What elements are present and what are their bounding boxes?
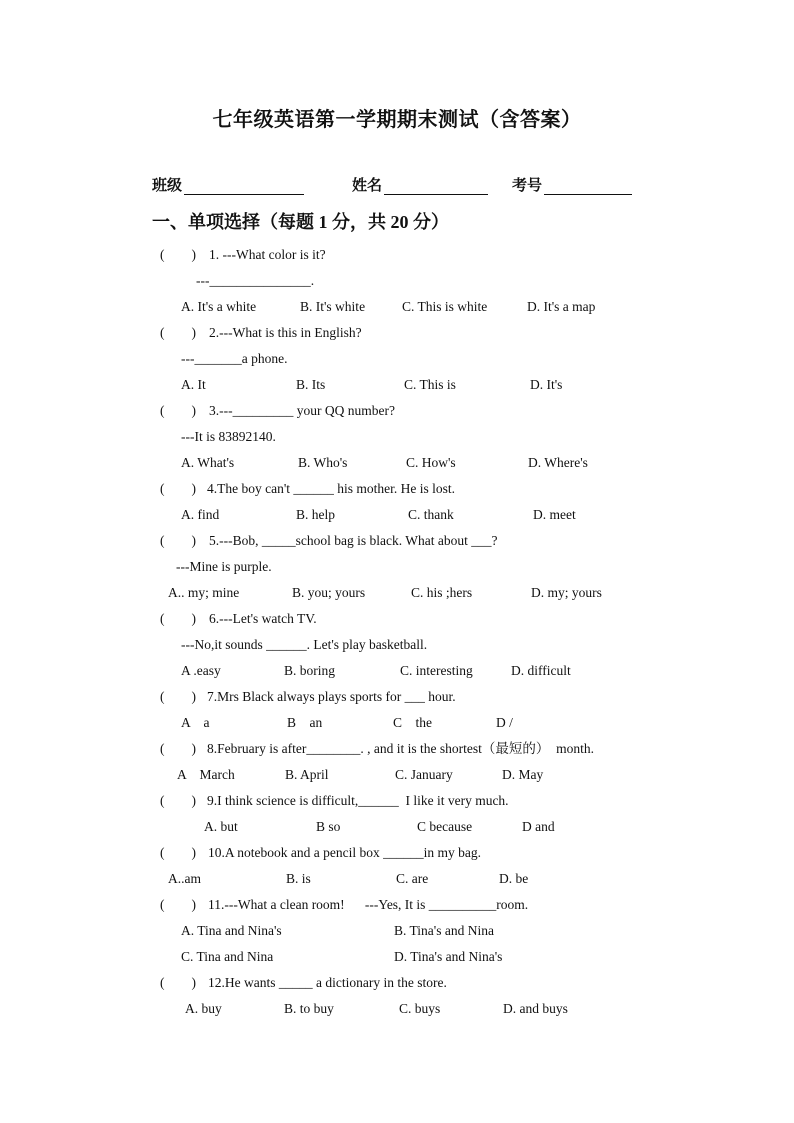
option: D. difficult (511, 663, 571, 678)
option: A. Tina and Nina's (181, 923, 282, 938)
answer-paren: ( ) (160, 689, 196, 704)
question-line: ---Mine is purple. (176, 559, 272, 574)
question-stem: 3.---_________ your QQ number? (209, 403, 395, 418)
question-stem: 7.Mrs Black always plays sports for ___ hour. (207, 689, 456, 704)
question-stem: 4.The boy can't ______ his mother. He is lost. (207, 481, 456, 496)
answer-paren: ( ) (160, 845, 196, 860)
option: A. buy (185, 1001, 222, 1016)
option: A .easy (181, 663, 221, 678)
option: C. buys (399, 1001, 441, 1016)
option: C. his ;hers (411, 585, 473, 600)
option: B. to buy (284, 1001, 334, 1016)
name-field (352, 174, 488, 195)
document-title: 七年级英语第一学期期末测试（含答案） (212, 109, 582, 131)
question-line: ---No,it sounds ______. Let's play basketball. (181, 637, 428, 652)
option: C. are (396, 871, 429, 886)
option: D. and buys (503, 1001, 568, 1016)
name-blank (384, 178, 488, 195)
option: A.. my; mine (168, 585, 240, 600)
name-label: 姓名 (352, 178, 383, 194)
number-label: 考号 (512, 178, 543, 194)
answer-paren: ( ) (160, 793, 196, 808)
question-stem: 5.---Bob, _____school bag is black. What about ___? (209, 533, 498, 548)
option: B an (287, 715, 323, 730)
option: A. but (204, 819, 238, 834)
question-stem: 2.---What is this in English? (209, 325, 362, 340)
question-stem: 10.A notebook and a pencil box ______in my bag. (208, 845, 481, 860)
section-heading: 一、单项选择（每题 1 分，共 20 分） (152, 212, 449, 232)
option: D. meet (533, 507, 576, 522)
class-blank (184, 178, 304, 195)
option: B. Who's (298, 455, 348, 470)
option: D. May (502, 767, 544, 782)
class-label: 班级 (152, 178, 183, 194)
option: A. It (181, 377, 206, 392)
option: D. Where's (528, 455, 588, 470)
answer-paren: ( ) (160, 611, 196, 626)
question-stem: 8.February is after________. , and it is the shortest（最短的） month. (207, 741, 594, 756)
option: D. Tina's and Nina's (394, 949, 503, 964)
question-line: ---It is 83892140. (181, 429, 276, 444)
option: B. help (296, 507, 335, 522)
option: A. What's (181, 455, 235, 470)
option: D. It's (530, 377, 563, 392)
option: B. is (286, 871, 311, 886)
number-blank (544, 178, 632, 195)
option: A. find (181, 507, 220, 522)
option: D. my; yours (531, 585, 602, 600)
answer-paren: ( ) (160, 481, 196, 496)
number-field (512, 174, 632, 195)
answer-paren: ( ) (160, 975, 196, 990)
option: D / (496, 715, 513, 730)
class-field (152, 174, 304, 195)
option: C because (417, 819, 473, 834)
option: D. It's a map (527, 299, 596, 314)
question-line: ---_______________. (196, 273, 315, 288)
option: D. be (499, 871, 529, 886)
option: B so (316, 819, 341, 834)
option: A March (177, 767, 235, 782)
answer-paren: ( ) (160, 403, 196, 418)
option: C the (393, 715, 432, 730)
option: A..am (168, 871, 201, 886)
question-stem: 9.I think science is difficult,______ I like it very much. (207, 793, 509, 808)
option: D and (522, 819, 555, 834)
option: A. It's a white (181, 299, 257, 314)
option: C. This is white (402, 299, 488, 314)
option: B. you; yours (292, 585, 366, 600)
option: B. It's white (300, 299, 366, 314)
option: C. This is (404, 377, 456, 392)
answer-paren: ( ) (160, 897, 196, 912)
answer-paren: ( ) (160, 325, 196, 340)
question-stem: 6.---Let's watch TV. (209, 611, 317, 626)
option: C. interesting (400, 663, 473, 678)
question-stem: 11.---What a clean room! ---Yes, It is __________room. (208, 897, 529, 912)
option: B. April (285, 767, 329, 782)
answer-paren: ( ) (160, 741, 196, 756)
answer-paren: ( ) (160, 247, 196, 262)
question-stem: 12.He wants _____ a dictionary in the store. (208, 975, 447, 990)
answer-paren: ( ) (160, 533, 196, 548)
question-line: ---_______a phone. (181, 351, 288, 366)
option: B. boring (284, 663, 336, 678)
option: B. Tina's and Nina (394, 923, 494, 938)
question-stem: 1. ---What color is it? (209, 247, 326, 262)
option: C. How's (406, 455, 456, 470)
option: C. Tina and Nina (181, 949, 274, 964)
option: C. thank (408, 507, 454, 522)
option: B. Its (296, 377, 326, 392)
option: C. January (395, 767, 453, 782)
option: A a (181, 715, 210, 730)
